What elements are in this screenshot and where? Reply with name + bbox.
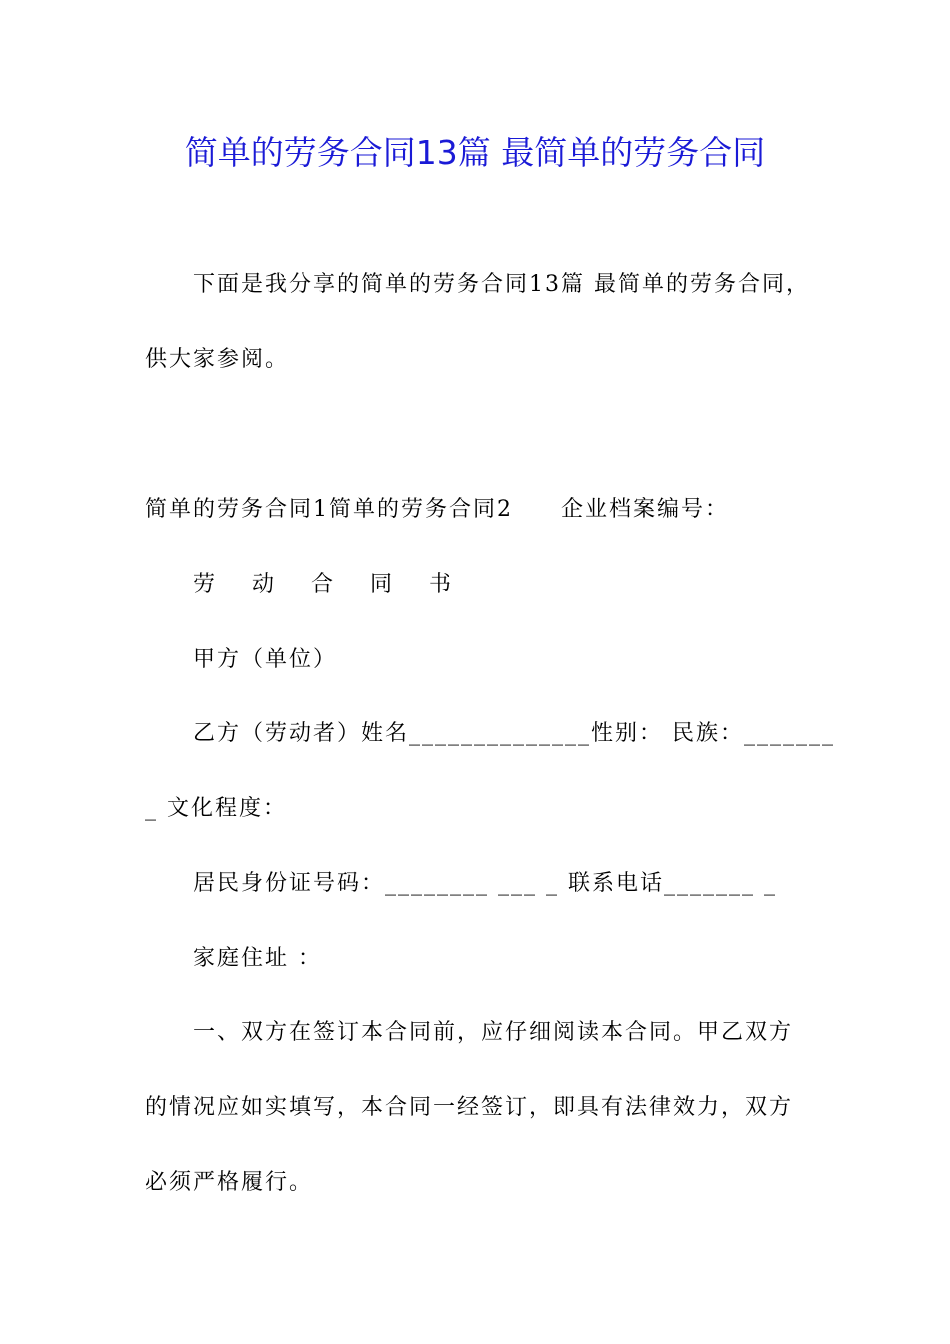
party-a-line: 甲方（单位） xyxy=(193,647,338,672)
heading-line: 简单的劳务合同1简单的劳务合同2 企业档案编号： xyxy=(145,497,729,522)
intro-line-2: 供大家参阅。 xyxy=(145,347,290,372)
party-b-line-1: 乙方（劳动者）姓名______________性别： 民族：_______ xyxy=(193,721,835,746)
address-line: 家庭住址 ： xyxy=(193,946,322,971)
id-number-line: 居民身份证号码：________ ___ _ 联系电话_______ _ xyxy=(193,871,777,896)
party-b-line-2: _ 文化程度： xyxy=(145,796,287,821)
document-title: 简单的劳务合同13篇 最简单的劳务合同 xyxy=(184,133,766,172)
clause-1-line-3: 必须严格履行。 xyxy=(145,1170,314,1195)
clause-1-line-2: 的情况应如实填写，本合同一经签订，即具有法律效力，双方 xyxy=(145,1095,794,1120)
clause-1-line-1: 一、双方在签订本合同前，应仔细阅读本合同。甲乙双方 xyxy=(193,1020,794,1045)
contract-title: 劳 动 合 同 书 xyxy=(193,572,466,597)
intro-line-1: 下面是我分享的简单的劳务合同13篇 最简单的劳务合同， xyxy=(193,272,810,297)
